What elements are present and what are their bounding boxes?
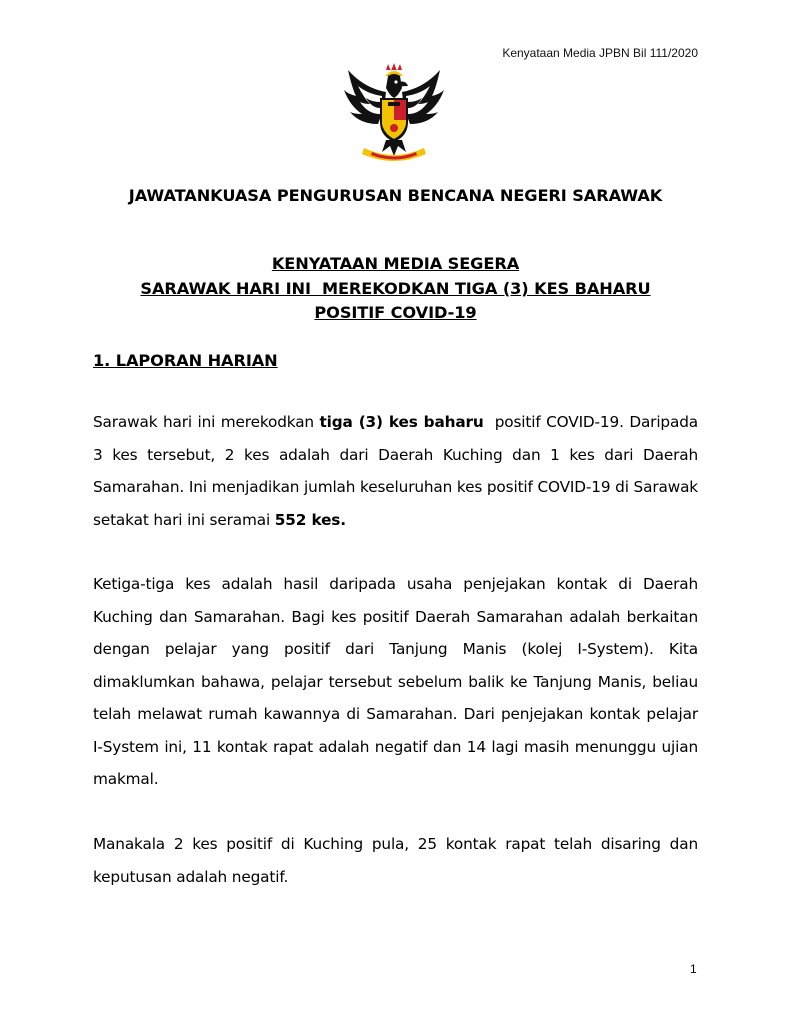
sarawak-coat-of-arms-icon [342,62,446,166]
section-heading: 1. LAPORAN HARIAN [93,351,278,370]
title-line-3: POSITIF COVID-19 [314,303,477,322]
paragraph-1 [93,406,703,536]
paragraph-1-text-b: positif COVID-19. Daripada 3 kes tersebut, 2 kes adalah dari Daerah Kuching dan 1 kes dari Daerah Samarahan. Ini menjadikan jumlah keseluruhan kes positif COVID-19 di Sarawak setakat hari ini seramai [93,413,703,529]
paragraph-1-bold-new-cases: tiga (3) kes baharu [319,413,484,431]
page-number: 1 [690,962,697,976]
organisation-name: JAWATANKUASA PENGURUSAN BENCANA NEGERI SARAWAK [128,186,663,205]
paragraph-2: Ketiga-tiga kes adalah hasil daripada usaha penjejakan kontak di Daerah Kuching dan Samarahan. Bagi kes positif Daerah Samarahan adalah berkaitan dengan pelajar yang positif dari Tanjung Manis (kolej I-System). Kita dimaklumkan bahawa, pelajar tersebut sebelum balik ke Tanjung Manis, beliau telah melawat rumah kawannya di Samarahan. Dari penjejakan kontak pelajar I-System ini, 11 kontak rapat adalah negatif dan 14 lagi masih menunggu ujian makmal. [93,575,698,788]
title-line-2: SARAWAK HARI INI MEREKODKAN TIGA (3) KES BAHARU [140,278,651,298]
title-line-1: KENYATAAN MEDIA SEGERA [271,254,520,273]
paragraph-3: Manakala 2 kes positif di Kuching pula, 25 kontak rapat telah disaring dan keputusan adalah negatif. [93,835,698,886]
paragraph-1-bold-total-cases: 552 kes. [274,510,346,529]
press-release-title [0,252,791,326]
paragraph-1-text-a: Sarawak hari ini merekodkan [93,413,320,431]
document-reference: Kenyataan Media JPBN Bil 111/2020 [502,46,698,60]
